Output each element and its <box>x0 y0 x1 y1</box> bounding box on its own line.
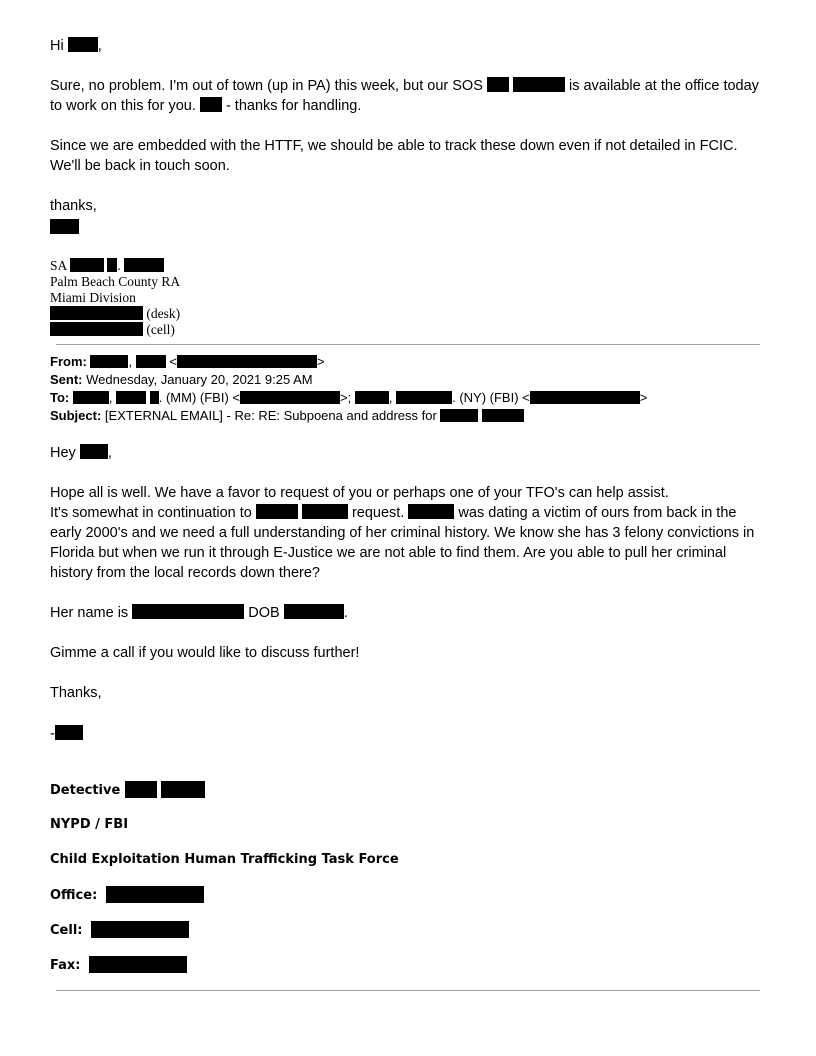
subject-name-line: Her name is DOB . <box>50 605 348 621</box>
reply-greeting <box>50 36 102 56</box>
redaction-bar <box>124 258 164 272</box>
redaction-bar <box>90 355 128 368</box>
redaction-bar <box>396 391 452 404</box>
original-closing: Thanks, <box>50 685 102 701</box>
redaction-bar <box>116 391 146 404</box>
signature-a-division: Miami Division <box>50 290 136 305</box>
reply-paragraph-1-line-2: to work on this for you. - thanks for handling. <box>50 98 362 114</box>
redaction-bar <box>136 355 166 368</box>
redaction-bar <box>530 391 640 404</box>
reply-paragraph-2-line-1: Since we are embedded with the HTTF, we should be able to track these down even if not detailed in FCIC. <box>50 138 738 154</box>
redaction-bar <box>89 956 187 973</box>
signature-b-cell: Cell: <box>50 921 189 940</box>
signature-b-unit: NYPD / FBI <box>50 817 129 832</box>
redaction-bar <box>177 355 317 368</box>
redaction-bar <box>132 604 244 619</box>
redaction-bar <box>240 391 340 404</box>
greeting-comma: , <box>97 38 102 54</box>
redaction-bar <box>487 77 509 92</box>
reply-closing: thanks, <box>50 198 97 214</box>
original-greeting: Hey , <box>50 445 112 461</box>
original-body-line-2: It's somewhat in continuation to request. was dating a victim of ours from back in the <box>50 505 737 521</box>
divider-line <box>56 344 760 345</box>
email-to-line: To: , . (MM) (FBI) < >; , . (NY) (FBI) < > <box>50 390 648 405</box>
redaction-bar <box>80 444 108 459</box>
redaction-bar <box>55 725 83 740</box>
redaction-bar <box>284 604 344 619</box>
signature-b-office: Office: <box>50 886 204 905</box>
reply-paragraph-2-line-2: We'll be back in touch soon. <box>50 158 230 174</box>
signature-a-cell-phone: (cell) <box>50 322 175 338</box>
call-request: Gimme a call if you would like to discuss further! <box>50 645 360 661</box>
original-body-line-3: early 2000's and we need a full understanding of her criminal history. We know she has 3 felony convictions in <box>50 525 755 541</box>
redaction-bar <box>150 391 159 404</box>
redaction-bar <box>91 921 189 938</box>
redaction-bar <box>200 97 222 112</box>
redaction-bar <box>50 306 143 320</box>
redaction-bar <box>513 77 565 92</box>
signature-b-rank: Detective <box>50 781 205 800</box>
redaction-bar <box>70 258 104 272</box>
signature-a-office: Palm Beach County RA <box>50 274 181 289</box>
signature-a-title: SA . <box>50 258 164 274</box>
original-body-line-4: Florida but when we run it through E-Justice we are not able to find them. Are you able to pull her criminal <box>50 545 727 561</box>
divider-line-bottom <box>56 990 760 991</box>
redaction-bar <box>50 219 79 234</box>
greeting-text: Hi <box>50 38 64 54</box>
redaction-bar <box>161 781 205 798</box>
redaction-bar <box>302 504 348 519</box>
redaction-bar <box>256 504 298 519</box>
email-subject-line: Subject: [EXTERNAL EMAIL] - Re: RE: Subpoena and address for <box>50 407 524 425</box>
reply-paragraph-1-line-1: Sure, no problem. I'm out of town (up in PA) this week, but our SOS is available at the office today <box>50 78 759 94</box>
original-body-line-1: Hope all is well. We have a favor to request of you or perhaps one of your TFO's can help assist. <box>50 485 669 501</box>
reply-sender-initials <box>50 218 79 238</box>
redaction-bar <box>482 409 524 422</box>
redaction-bar <box>68 37 98 52</box>
email-from-line: From: , < > <box>50 354 325 369</box>
redaction-bar <box>125 781 157 798</box>
email-sent-line: Sent: Wednesday, January 20, 2021 9:25 AM <box>50 372 313 387</box>
redaction-bar <box>106 886 204 903</box>
signature-a-desk-phone: (desk) <box>50 306 180 322</box>
signature-b-task-force: Child Exploitation Human Trafficking Task Force <box>50 852 399 867</box>
original-body-line-5: history from the local records down there? <box>50 565 320 581</box>
redaction-bar <box>73 391 109 404</box>
redaction-bar <box>440 409 478 422</box>
redaction-bar <box>50 322 143 336</box>
redaction-bar <box>355 391 389 404</box>
signature-b-fax: Fax: <box>50 956 187 975</box>
original-sender-initials: - <box>50 724 83 744</box>
redaction-bar <box>107 258 117 272</box>
redaction-bar <box>408 504 454 519</box>
